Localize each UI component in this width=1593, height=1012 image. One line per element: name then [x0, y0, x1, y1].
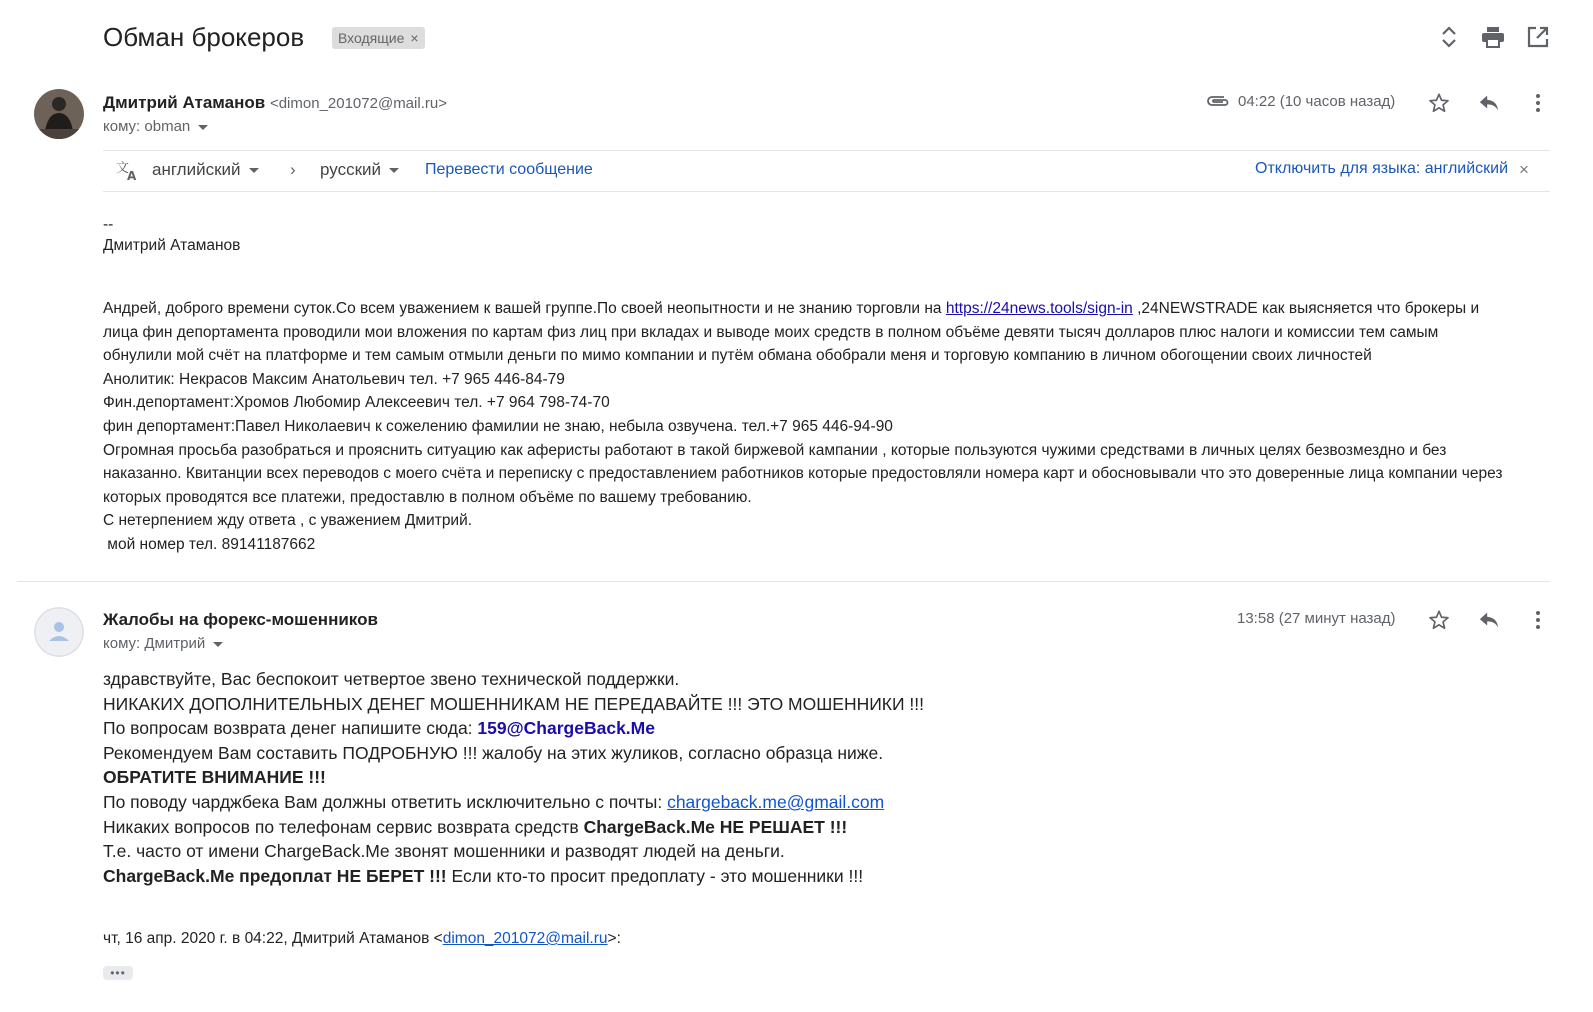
chevron-down-icon [389, 168, 399, 173]
body-line: ОБРАТИТЕ ВНИМАНИЕ !!! [103, 767, 326, 788]
body-line: фин депортамент:Павел Николаевич к сожелению фамилии не знаю, небыла озвучена. тел.+7 965 446-94-90 [103, 417, 893, 435]
body-line: лица фин депортамента проводили мои вложения по картам физ лиц при вкладах и выводе моих средств в полном объёме девяти тысяч долларов плюс налоги и комиссии тем самым [103, 323, 1439, 341]
sender-avatar[interactable] [34, 89, 84, 139]
sender-name[interactable]: Дмитрий Атаманов [103, 93, 266, 112]
sender-email: <dimon_201072@mail.ru> [269, 95, 447, 112]
body-line: Рекомендуем Вам составить ПОДРОБНУЮ !!! жалобу на этих жуликов, согласно образца ниже. [103, 742, 884, 763]
source-language-select[interactable] [152, 160, 259, 180]
sender-name-2[interactable]: Жалобы на форекс-мошенников [103, 610, 378, 629]
quoted-header [103, 930, 621, 948]
body-text-bold: ChargeBack.Me НЕ РЕШАЕТ !!! [583, 816, 848, 837]
message-time-2: 13:58 (27 минут назад) [1237, 610, 1396, 627]
body-line: Т.е. часто от имени ChargeBack.Me звонят мошенники и разводят людей на деньги. [103, 841, 785, 862]
quote-text: >: [607, 930, 621, 947]
email-subject: Обман брокеров [103, 22, 305, 52]
inbox-label[interactable] [332, 27, 425, 49]
message-divider [17, 581, 1550, 582]
star-icon[interactable] [1425, 606, 1453, 634]
svg-text:文: 文 [116, 161, 130, 176]
body-line [103, 716, 924, 741]
more-options-icon[interactable] [1524, 89, 1552, 117]
recipient-text-2: кому: Дмитрий [103, 635, 206, 652]
attachment-icon [1206, 93, 1230, 114]
body-line: обнулили мой счёт на платформе и тем самым отмыли деньги по мимо компании и путём обмана обобрали меня и торговую компанию в личном обогощении своих личностей [103, 347, 1372, 365]
body-line [103, 297, 1502, 321]
body-line: которых проводятся все платежи, предоставлю в полном объёме по вашему требованию. [103, 488, 752, 506]
body-line: НИКАКИХ ДОПОЛНИТЕЛЬНЫХ ДЕНЕГ МОШЕННИКАМ НЕ ПЕРЕДАВАЙТЕ !!! ЭТО МОШЕННИКИ !!! [103, 693, 925, 714]
body-line: наказанно. Квитанции всех переводов с моего счёта и переписку с предоставлением работников которые предостовляли номера карт и обосновывали что это доверенные лица компании через [103, 465, 1503, 483]
body-line [103, 790, 924, 815]
body-line: здравствуйте, Вас беспокоит четвертое звено технической поддержки. [103, 669, 680, 689]
svg-text:A: A [127, 169, 137, 181]
more-options-icon[interactable] [1524, 606, 1552, 634]
translate-bar [103, 150, 1550, 192]
expand-collapse-icon[interactable] [1436, 24, 1462, 50]
quote-email-link[interactable]: dimon_201072@mail.ru [442, 930, 608, 947]
chargeback-email-link[interactable]: chargeback.me@gmail.com [667, 791, 885, 812]
contact-email[interactable]: 159@ChargeBack.Me [477, 718, 655, 739]
star-icon[interactable] [1425, 89, 1453, 117]
chevron-down-icon [249, 168, 259, 173]
source-language: английский [152, 160, 241, 179]
target-language-select[interactable] [320, 160, 399, 180]
message-body-1 [103, 297, 1502, 557]
disable-translate-link[interactable]: Отключить для языка: английский [1255, 160, 1509, 177]
quote-text: чт, 16 апр. 2020 г. в 04:22, Дмитрий Атаманов < [103, 930, 443, 947]
close-translate-icon[interactable]: × [1519, 160, 1529, 179]
body-line: мой номер тел. 89141187662 [103, 535, 316, 553]
body-text-bold: ChargeBack.Me предоплат НЕ БЕРЕТ !!! [103, 865, 447, 886]
body-text: По поводу чарджбека Вам должны ответить исключительно с почты: [103, 791, 668, 812]
show-trimmed-content-button[interactable]: ••• [103, 966, 133, 980]
body-text: Если кто-то просит предоплату - это мошенники !!! [446, 865, 864, 886]
default-avatar-icon[interactable] [34, 607, 84, 657]
open-new-window-icon[interactable] [1525, 24, 1551, 50]
body-line: Фин.депортамент:Хромов Любомир Алексеевич тел. +7 964 798-74-70 [103, 394, 610, 412]
reply-icon[interactable] [1475, 606, 1503, 634]
body-text: Андрей, доброго времени суток.Со всем уважением к вашей группе.По своей неопытности и не знанию торговли на [103, 300, 946, 317]
broker-link[interactable]: https://24news.tools/sign-in [945, 300, 1133, 317]
body-line: Анолитик: Некрасов Максим Анатольевич тел. +7 965 446-84-79 [103, 370, 565, 388]
target-language: русский [320, 160, 382, 179]
body-line [103, 864, 924, 889]
recipient-details[interactable] [103, 118, 208, 135]
signature-dash: -- [103, 216, 114, 233]
inbox-label-text: Входящие [338, 30, 405, 46]
recipient-details-2[interactable] [103, 635, 223, 652]
body-text: ,24NEWSTRADE как выясняется что брокеры и [1132, 300, 1480, 317]
translate-message-link[interactable]: Перевести сообщение [425, 161, 593, 178]
sender-line [103, 93, 447, 113]
remove-label-icon[interactable]: × [410, 30, 419, 46]
arrow-right-icon: › [290, 160, 296, 179]
chevron-down-icon[interactable] [213, 642, 223, 647]
print-icon[interactable] [1480, 24, 1506, 50]
reply-icon[interactable] [1475, 89, 1503, 117]
body-line [103, 815, 924, 840]
body-text: По вопросам возврата денег напишите сюда: [103, 718, 478, 739]
body-line: С нетерпением жду ответа , с уважением Дмитрий. [103, 512, 473, 530]
chevron-down-icon[interactable] [198, 125, 208, 130]
body-line: Огромная просьба разобраться и прояснить ситуацию как аферисты работают в такой биржевой кампании , которые пользуются чужими средствами в личных целях безвозмездно и без [103, 441, 1447, 459]
message-time: 04:22 (10 часов назад) [1238, 93, 1396, 110]
signature-name: Дмитрий Атаманов [103, 237, 241, 254]
translate-icon [116, 159, 140, 186]
recipient-text: кому: obman [103, 118, 191, 135]
message-body-2 [103, 667, 924, 888]
body-text: Никаких вопросов по телефонам сервис возврата средств [103, 816, 584, 837]
